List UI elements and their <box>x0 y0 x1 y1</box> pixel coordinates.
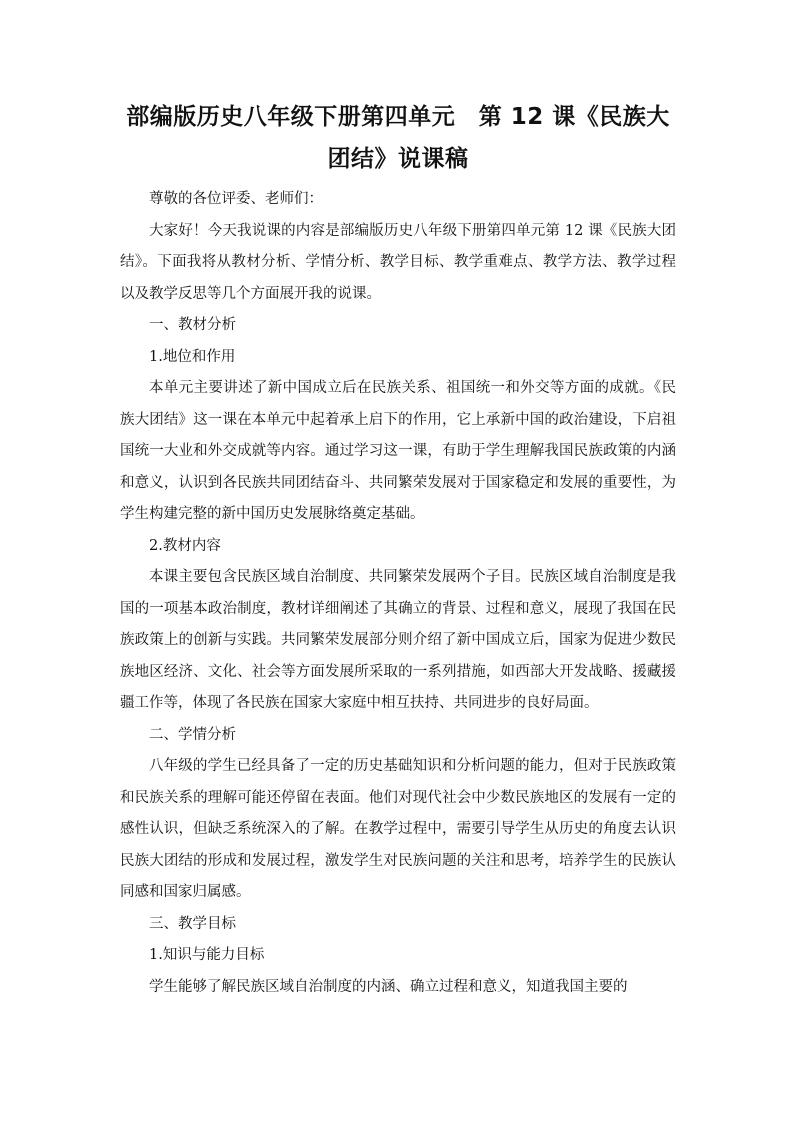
section-1-sub-2-paragraph: 本课主要包含民族区域自治制度、共同繁荣发展两个子目。民族区域自治制度是我国的一项基本政治制度，教材详细阐述了其确立的背景、过程和意义，展现了我国在民族政策上的创新与实践。共同繁荣发展部分则介绍了新中国成立后，国家为促进少数民族地区经济、文化、社会等方面发展所采取的一系列措施，如西部大开发战略、援藏援疆工作等，体现了各民族在国家大家庭中相互扶持、共同进步的良好局面。 <box>120 569 676 711</box>
document-title-line-2: 团结》说课稿 <box>327 146 469 172</box>
section-2-heading: 二、学情分析 <box>149 726 236 743</box>
section-1-sub-1-paragraph: 本单元主要讲述了新中国成立后在民族关系、祖国统一和外交等方面的成就。《民族大团结》这一课在本单元中起着承上启下的作用，它上承新中国的政治建设，下启祖国统一大业和外交成就等内容。通过学习这一课，有助于学生理解我国民族政策的内涵和意义，认识到各民族共同团结奋斗、共同繁荣发展对于国家稳定和发展的重要性，为学生构建完整的新中国历史发展脉络奠定基础。 <box>120 380 676 522</box>
section-3-sub-1-paragraph: 学生能够了解民族区域自治制度的内涵、确立过程和意义，知道我国主要的 <box>149 978 628 995</box>
section-3-sub-1-heading: 1.知识与能力目标 <box>149 947 265 963</box>
greeting: 尊敬的各位评委、老师们： <box>149 191 323 207</box>
section-1-sub-2-heading: 2.教材内容 <box>149 537 221 554</box>
document-title-line-1: 部编版历史八年级下册第四单元 第 12 课《民族大 <box>126 104 670 130</box>
section-1-heading: 一、教材分析 <box>149 317 236 333</box>
section-1-sub-1-heading: 1.地位和作用 <box>149 348 236 365</box>
section-2-paragraph: 八年级的学生已经具备了一定的历史基础知识和分析问题的能力，但对于民族政策和民族关系的理解可能还停留在表面。他们对现代社会中少数民族地区的发展有一定的感性认识，但缺乏系统深入的了解。在教学过程中，需要引导学生从历史的角度去认识民族大团结的形成和发展过程，激发学生对民族问题的关注和思考，培养学生的民族认同感和国家归属感。 <box>120 758 676 900</box>
document-page <box>120 96 676 1003</box>
document-title <box>120 96 676 180</box>
intro-paragraph: 大家好！今天我说课的内容是部编版历史八年级下册第四单元第 12 课《民族大团结》。下面我将从教材分析、学情分析、教学目标、教学重难点、教学方法、教学过程以及教学反思等几个方面展开我的说课。 <box>120 222 676 302</box>
section-3-heading: 三、教学目标 <box>149 915 236 932</box>
